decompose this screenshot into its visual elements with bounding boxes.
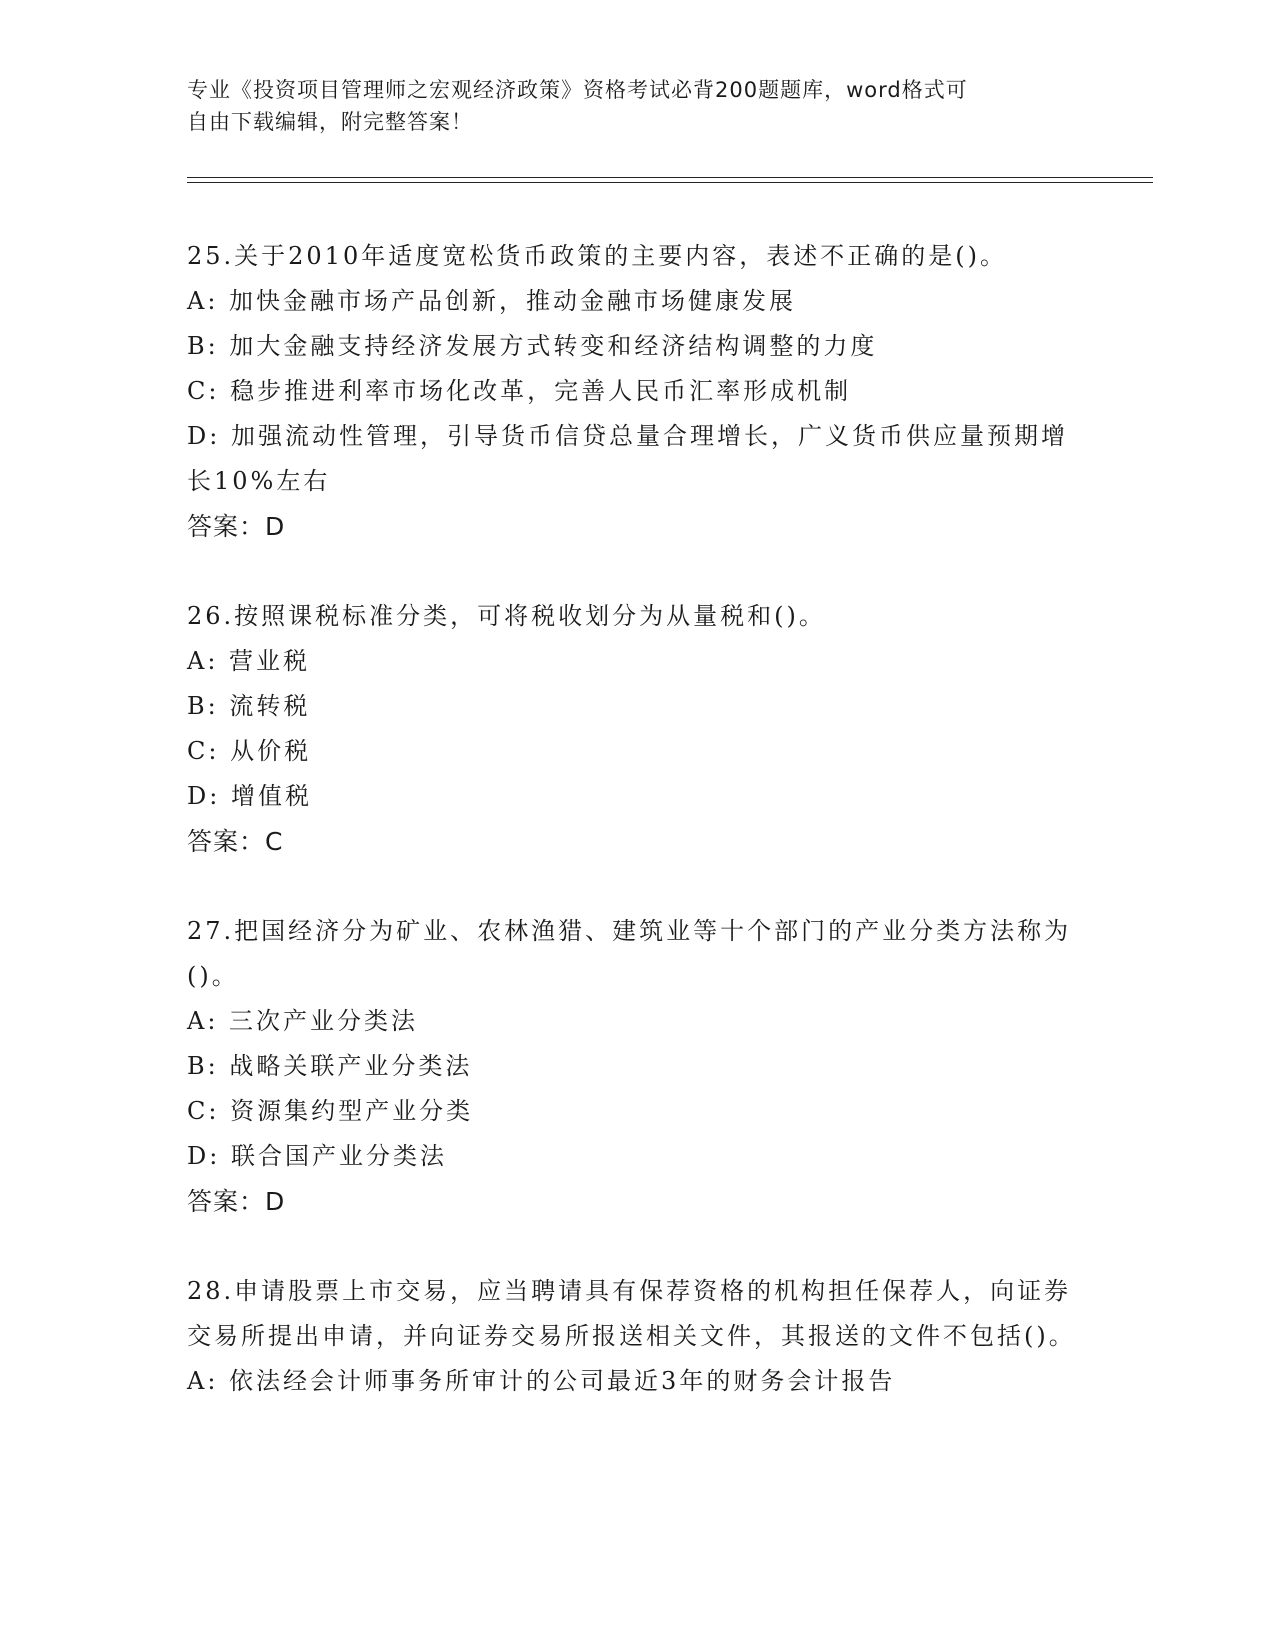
document-header	[187, 74, 1087, 138]
question-28	[187, 1269, 1077, 1404]
answer: 答案：C	[187, 827, 284, 856]
header-divider-bottom	[187, 182, 1153, 183]
question-list	[187, 234, 1077, 1449]
answer: 答案：D	[187, 512, 286, 541]
answer: 答案：D	[187, 1187, 286, 1216]
option-c: C: 从价税	[187, 737, 312, 765]
question-text: 26.按照课税标准分类，可将税收划分为从量税和()。	[187, 602, 826, 630]
header-divider-top	[187, 177, 1153, 178]
option-d: D: 联合国产业分类法	[187, 1142, 447, 1170]
option-d: D: 增值税	[187, 782, 312, 810]
option-d: D: 加强流动性管理，引导货币信贷总量合理增长，广义货币供应量预期增长10%左右	[187, 422, 1068, 495]
question-text: 25.关于2010年适度宽松货币政策的主要内容，表述不正确的是()。	[187, 242, 1007, 270]
question-text: 27.把国经济分为矿业、农林渔猎、建筑业等十个部门的产业分类方法称为()。	[187, 917, 1072, 990]
question-25	[187, 234, 1077, 549]
header-line-1: 专业《投资项目管理师之宏观经济政策》资格考试必背200题题库，word格式可	[187, 78, 968, 102]
option-a: A: 营业税	[187, 647, 311, 675]
question-26	[187, 594, 1077, 864]
option-a: A: 加快金融市场产品创新，推动金融市场健康发展	[187, 287, 797, 315]
header-line-2: 自由下载编辑，附完整答案！	[187, 110, 473, 134]
option-b: B: 流转税	[187, 692, 311, 720]
option-a: A: 依法经会计师事务所审计的公司最近3年的财务会计报告	[187, 1367, 896, 1395]
option-b: B: 加大金融支持经济发展方式转变和经济结构调整的力度	[187, 332, 878, 360]
option-c: C: 资源集约型产业分类	[187, 1097, 474, 1125]
option-a: A: 三次产业分类法	[187, 1007, 419, 1035]
option-c: C: 稳步推进利率市场化改革，完善人民币汇率形成机制	[187, 377, 852, 405]
question-text: 28.申请股票上市交易，应当聘请具有保荐资格的机构担任保荐人，向证券交易所提出申请，并向证券交易所报送相关文件，其报送的文件不包括()。	[187, 1277, 1076, 1350]
option-b: B: 战略关联产业分类法	[187, 1052, 473, 1080]
question-27	[187, 909, 1077, 1224]
